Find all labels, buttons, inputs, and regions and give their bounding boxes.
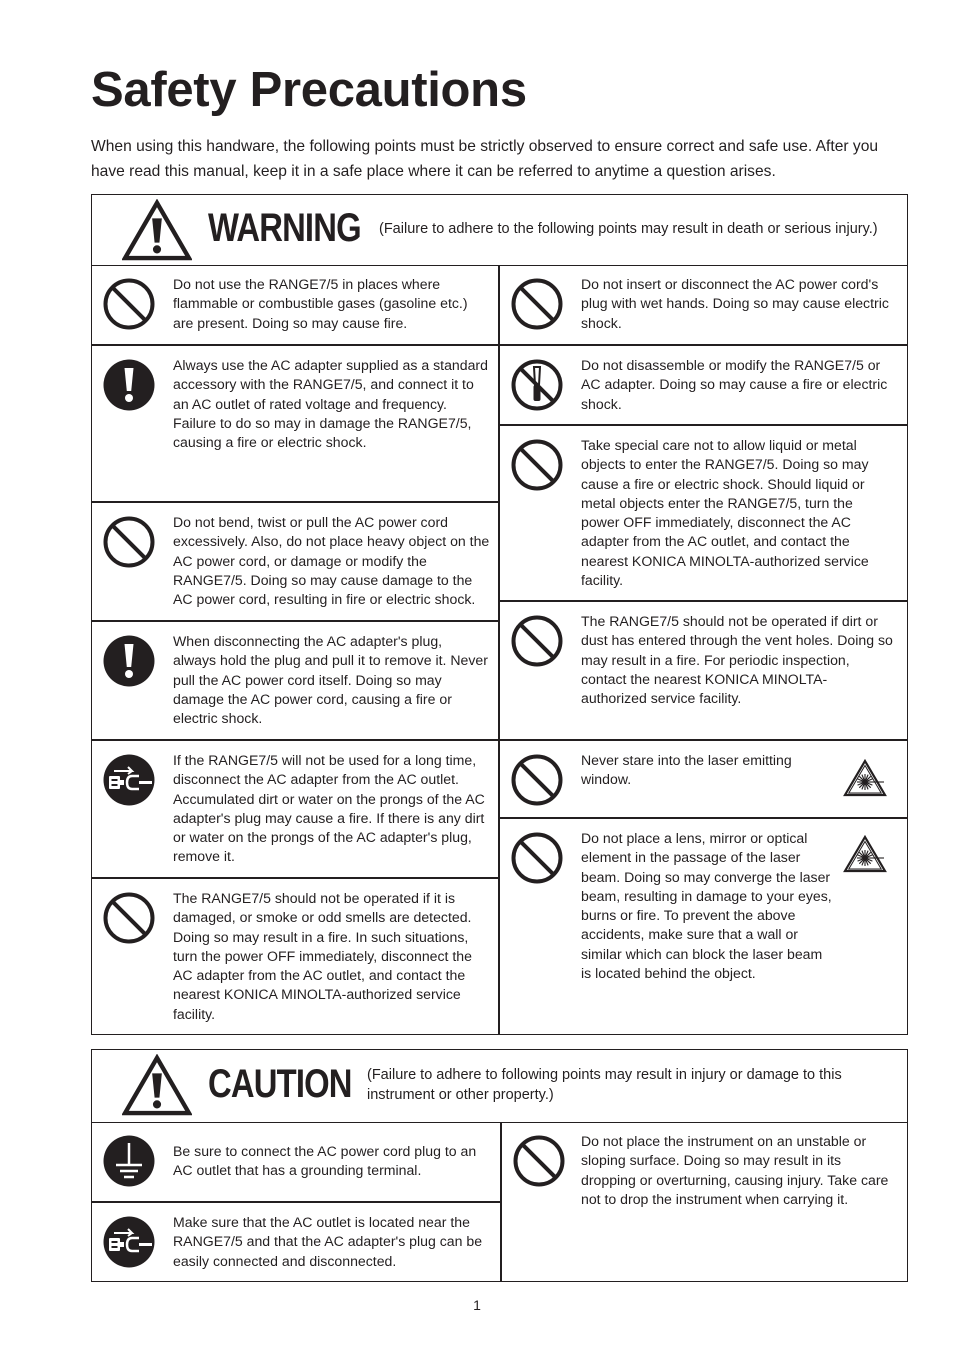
no-disassembly-icon (510, 358, 564, 412)
warning-item-text: Do not bend, twist or pull the AC power cord excessively. Also, do not place heavy object on the AC power cord, or damage or modify the RANGE7/5. Doing so may cause damage to the AC power cord, resulting in fire or electric shock. (173, 514, 490, 608)
warning-triangle-icon (122, 1054, 192, 1116)
caution-panel (91, 1049, 908, 1282)
laser-warning-icon (843, 835, 887, 873)
warning-panel (91, 194, 908, 1035)
unplug-icon (102, 753, 156, 807)
prohibition-icon (510, 438, 564, 492)
warning-item-text: The RANGE7/5 should not be operated if dirt or dust has entered through the vent holes. Doing so may result in a fire. For periodic inspection, contact the nearest KONICA MINOLTA-authorized service facility. (581, 613, 893, 707)
prohibition-icon (510, 614, 564, 668)
caution-item-text: Make sure that the AC outlet is located near the RANGE7/5 and that the AC adapter's plug can be easily connected and disconnected. (173, 1214, 483, 1269)
caution-item-text: Do not place the instrument on an unstable or sloping surface. Doing so may result in its dropping or overturning, causing injury. Take care not to drop the instrument when carrying it. (581, 1133, 889, 1207)
page-number: 1 (473, 1297, 481, 1313)
caution-heading: CAUTION (208, 1062, 352, 1106)
warning-item-text: If the RANGE7/5 will not be used for a long time, disconnect the AC adapter from the AC outlet. Accumulated dirt or water on the prongs of the AC adapter's plug may cause a fire. If there is any dirt or water on the prongs of the AC adapter's plug, remove it. (173, 752, 485, 865)
caution-note: (Failure to adhere to following points may result in injury or damage to this instrument or other property.) (367, 1067, 842, 1103)
prohibition-icon (510, 753, 564, 807)
prohibition-icon (102, 891, 156, 945)
warning-item-text: Do not disassemble or modify the RANGE7/5 or AC adapter. Doing so may cause a fire or electric shock. (581, 357, 888, 412)
page-title: Safety Precautions (91, 63, 527, 117)
prohibition-icon (102, 515, 156, 569)
prohibition-icon (512, 1134, 566, 1188)
warning-item-text: Do not place a lens, mirror or optical element in the passage of the laser beam. Doing so may converge the laser beam, resulting in damage to your eyes, burns or fire. To prevent the above accidents, make sure that a wall or similar which can block the laser beam is located behind the object. (581, 830, 832, 982)
warning-item-text: Do not use the RANGE7/5 in places where flammable or combustible gases (gasoline etc.) are present. Doing so may cause fire. (173, 276, 468, 331)
caution-item-text: Be sure to connect the AC power cord plug to an AC outlet that has a grounding terminal. (173, 1143, 477, 1179)
ground-icon (102, 1134, 156, 1188)
warning-item-text: Do not insert or disconnect the AC power cord's plug with wet hands. Doing so may cause electric shock. (581, 276, 889, 331)
laser-warning-icon (843, 759, 887, 797)
mandatory-action-icon (102, 358, 156, 412)
prohibition-icon (510, 277, 564, 331)
warning-item-text: Always use the AC adapter supplied as a standard accessory with the RANGE7/5, and connect it to an AC outlet of rated voltage and frequency. Failure to do so may in damage the RANGE7/5, causing a fire or electric shock. (173, 357, 488, 451)
warning-item-text: Never stare into the laser emitting window. (581, 752, 792, 788)
warning-item-text: The RANGE7/5 should not be operated if it is damaged, or smoke or odd smells are detected. Doing so may result in a fire. In such situations, turn the power OFF immediately, disconnect the AC adapter from the AC outlet, and contact the nearest KONICA MINOLTA-authorized service facility. (173, 890, 472, 1022)
warning-item-text: When disconnecting the AC adapter's plug, always hold the plug and pull it to remove it. Never pull the AC power cord itself. Doing so may damage the AC power cord, causing a fire or electric shock. (173, 633, 488, 727)
caution-header (92, 1050, 907, 1123)
unplug-icon (102, 1215, 156, 1269)
prohibition-icon (510, 831, 564, 885)
warning-heading: WARNING (208, 206, 361, 250)
warning-item-text: Take special care not to allow liquid or metal objects to enter the RANGE7/5. Doing so may cause a fire or electric shock. Should liquid or metal objects enter the RANGE7/5, turn the power OFF immediately, disconnect the AC adapter from the AC outlet, and contact the nearest KONICA MINOLTA-authorized service facility. (581, 437, 869, 589)
prohibition-icon (102, 277, 156, 331)
warning-header (92, 195, 907, 266)
warning-triangle-icon (122, 199, 192, 261)
mandatory-action-icon (102, 634, 156, 688)
warning-note: (Failure to adhere to the following points may result in death or serious injury.) (379, 221, 878, 237)
intro-paragraph: When using this handware, the following points must be strictly observed to ensure correct and safe use. After you have read this manual, keep it in a safe place where it can be referred to anytime a question arises. (91, 138, 879, 180)
